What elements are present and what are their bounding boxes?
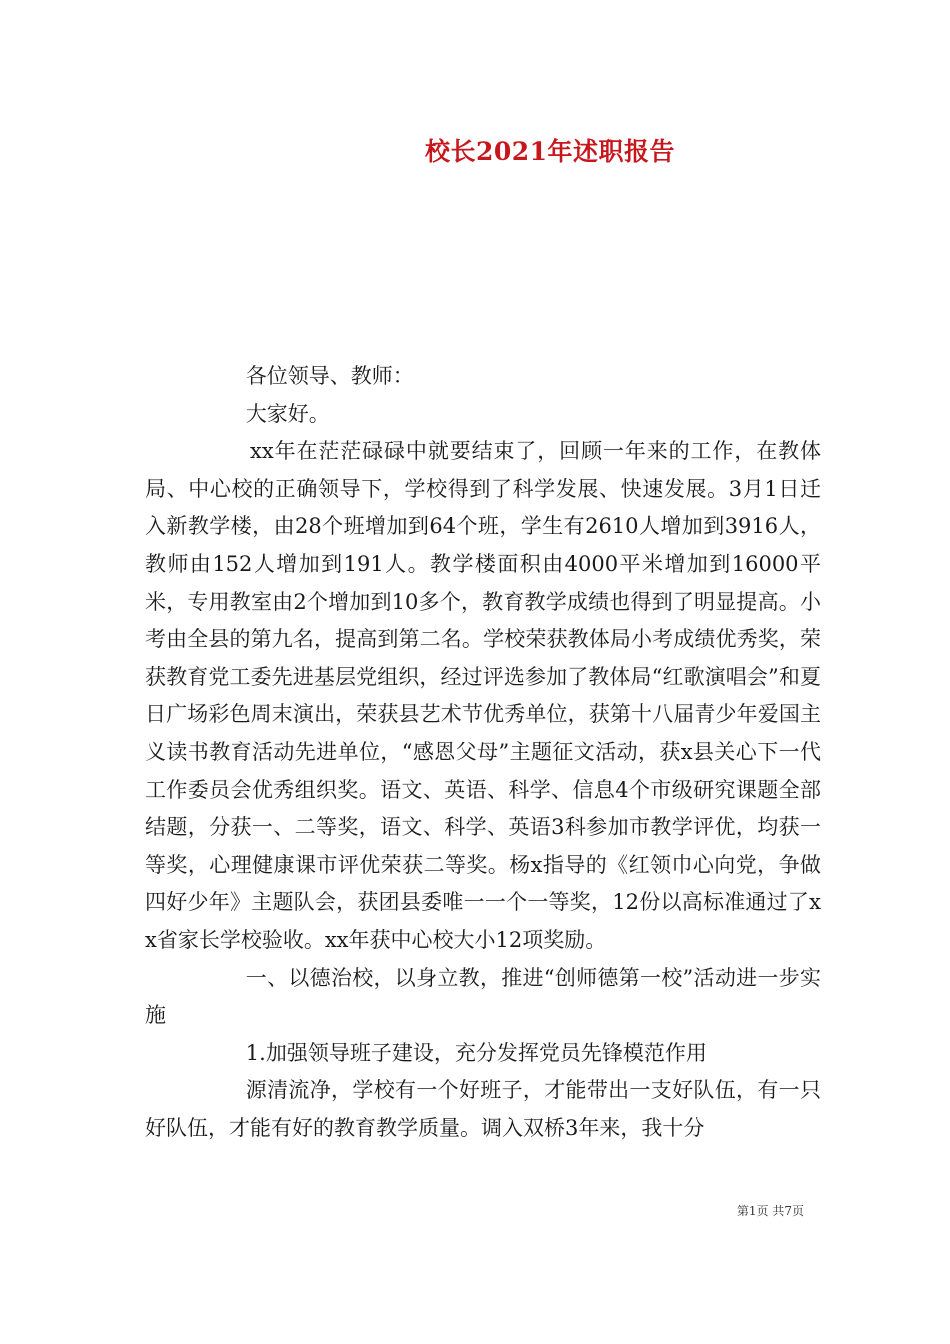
section-heading: 一、以德治校，以身立教，推进“创师德第一校”活动进一步实施 (145, 965, 821, 1028)
subsection-heading: 1.加强领导班子建设，充分发挥党员先锋模范作用 (245, 1040, 707, 1065)
page-footer: 第1页 共7页 (736, 1204, 804, 1218)
document-body (145, 358, 821, 1147)
document-title: 校长2021年述职报告 (424, 137, 676, 166)
salutation: 各位领导、教师： (245, 364, 414, 388)
greeting: 大家好。 (245, 401, 330, 426)
paragraph-intro: xx年在茫茫碌碌中就要结束了，回顾一年来的工作，在教体局、中心校的正确领导下，学校得到了科学发展、快速发展。3月1日迁入新教学楼，由28个班增加到64个班，学生有2610人增加到3916人，教师由152人增加到191人。教学楼面积由4000平米增加到16000平米，专用教室由2个增加到10多个，教育教学成绩也得到了明显提高。小考由全县的第九名，提高到第二名。学校荣获教体局小考成绩优秀奖，荣获教育党工委先进基层党组织，经过评选参加了教体局“红歌演唱会”和夏日广场彩色周末演出，荣获县艺术节优秀单位，获第十八届青少年爱国主义读书教育活动先进单位，“感恩父母”主题征文活动，获x县关心下一代工作委员会优秀组织奖。语文、英语、科学、信息4个市级研究课题全部结题，分获一、二等奖，语文、科学、英语3科参加市教学评优，均获一等奖，心理健康课市评优荣获二等奖。杨x指导的《红领巾心向党，争做四好少年》主题队会，获团县委唯一一个一等奖，12份以高标准通过了xx省家长学校验收。xx年获中心校大小12项奖励。 (145, 439, 821, 952)
paragraph-body: 源清流净，学校有一个好班子，才能带出一支好队伍，有一只好队伍，才能有好的教育教学质量。调入双桥3年来，我十分 (145, 1078, 821, 1140)
